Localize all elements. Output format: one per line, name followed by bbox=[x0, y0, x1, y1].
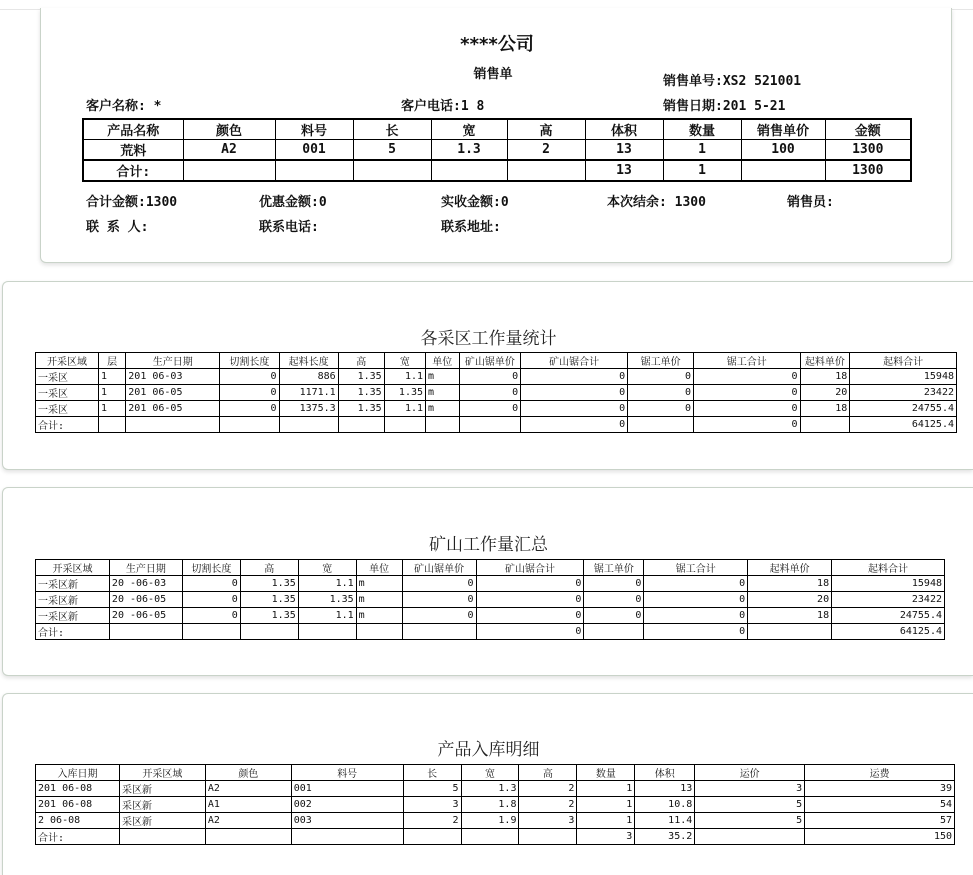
table-cell bbox=[182, 624, 240, 640]
column-header: 生产日期 bbox=[126, 353, 220, 369]
table-cell: 1 bbox=[98, 401, 125, 417]
table-cell: 1 bbox=[98, 385, 125, 401]
table-cell: 003 bbox=[291, 813, 403, 829]
table-cell: 1 bbox=[577, 813, 635, 829]
balance-amount: 本次结余: 1300 bbox=[607, 195, 706, 210]
table-cell: 采区新 bbox=[119, 797, 205, 813]
table-cell: 0 bbox=[694, 385, 801, 401]
table-cell bbox=[403, 829, 461, 845]
table-row bbox=[36, 592, 945, 608]
table-cell: 1.1 bbox=[384, 401, 425, 417]
table-cell bbox=[220, 417, 279, 433]
column-header: 运费 bbox=[805, 765, 955, 781]
table-cell: 201 06-03 bbox=[126, 369, 220, 385]
table-cell: 1.35 bbox=[338, 385, 384, 401]
table-cell: 20 bbox=[800, 385, 850, 401]
table-cell: 201 06-05 bbox=[126, 385, 220, 401]
report1-title: 各采区工作量统计 bbox=[420, 329, 557, 349]
company-name: ****公司 bbox=[460, 34, 534, 55]
table-cell: 1171.1 bbox=[279, 385, 338, 401]
product-inbound-card bbox=[2, 693, 973, 875]
table-cell: A2 bbox=[205, 781, 291, 797]
table-row bbox=[83, 140, 911, 161]
column-header: 锯工合计 bbox=[644, 560, 748, 576]
table-cell: 13 bbox=[635, 781, 695, 797]
table-cell bbox=[126, 417, 220, 433]
table-cell: 57 bbox=[805, 813, 955, 829]
table-cell: 23422 bbox=[832, 592, 945, 608]
table-cell: 0 bbox=[476, 576, 584, 592]
total-row bbox=[36, 829, 955, 845]
table-cell: 1.1 bbox=[298, 608, 356, 624]
table-cell: 5 bbox=[695, 797, 805, 813]
table-cell: 18 bbox=[748, 576, 832, 592]
table-cell: m bbox=[426, 401, 460, 417]
table-cell: 0 bbox=[644, 592, 748, 608]
table-cell bbox=[628, 417, 694, 433]
column-header: 锯工单价 bbox=[628, 353, 694, 369]
table-cell: 0 bbox=[644, 624, 748, 640]
table-cell bbox=[119, 829, 205, 845]
table-cell: 荒料 bbox=[83, 140, 183, 161]
table-cell: 100 bbox=[741, 140, 825, 161]
table-cell: 001 bbox=[291, 781, 403, 797]
column-header: 开采区域 bbox=[36, 560, 110, 576]
table-cell: 1.1 bbox=[384, 369, 425, 385]
table-cell: 2 06-08 bbox=[36, 813, 120, 829]
table-cell: 3 bbox=[577, 829, 635, 845]
table-cell bbox=[695, 829, 805, 845]
customer-phone: 客户电话:1 8 bbox=[401, 99, 485, 114]
table-cell: m bbox=[356, 592, 402, 608]
table-cell: 0 bbox=[694, 401, 801, 417]
column-header: 颜色 bbox=[205, 765, 291, 781]
table-cell: 10.8 bbox=[635, 797, 695, 813]
table-cell: 0 bbox=[584, 608, 644, 624]
column-header: 高 bbox=[338, 353, 384, 369]
column-header: 高 bbox=[507, 119, 585, 140]
mine-summary-card bbox=[2, 487, 973, 676]
table-cell: 3 bbox=[519, 813, 577, 829]
table-cell bbox=[402, 624, 476, 640]
table-cell: 0 bbox=[220, 385, 279, 401]
table-cell: 0 bbox=[182, 608, 240, 624]
table-cell: 0 bbox=[644, 608, 748, 624]
table-cell: 886 bbox=[279, 369, 338, 385]
table-cell: 0 bbox=[628, 369, 694, 385]
table-cell: 13 bbox=[585, 140, 663, 161]
sales-order-title: 销售单 bbox=[473, 67, 513, 82]
table-cell: 15948 bbox=[850, 369, 957, 385]
table-cell: 24755.4 bbox=[850, 401, 957, 417]
report3-title: 产品入库明细 bbox=[437, 740, 540, 760]
column-header: 矿山锯合计 bbox=[521, 353, 628, 369]
table-row bbox=[36, 781, 955, 797]
table-cell: 1.1 bbox=[298, 576, 356, 592]
table-cell: 002 bbox=[291, 797, 403, 813]
column-header: 料号 bbox=[275, 119, 353, 140]
contact-address: 联系地址: bbox=[441, 220, 501, 235]
table-row bbox=[36, 813, 955, 829]
table-cell bbox=[748, 624, 832, 640]
table-cell bbox=[459, 417, 521, 433]
column-header: 入库日期 bbox=[36, 765, 120, 781]
table-cell: 0 bbox=[521, 385, 628, 401]
table-cell: 001 bbox=[275, 140, 353, 161]
table-cell bbox=[507, 160, 585, 181]
order-number: 销售单号:XS2 521001 bbox=[663, 74, 802, 89]
table-cell: 1.35 bbox=[338, 401, 384, 417]
table-cell: 201 06-05 bbox=[126, 401, 220, 417]
table-row bbox=[36, 385, 957, 401]
column-header: 起料长度 bbox=[279, 353, 338, 369]
column-header: 起料单价 bbox=[800, 353, 850, 369]
column-header: 料号 bbox=[291, 765, 403, 781]
table-cell: 0 bbox=[628, 385, 694, 401]
table-cell: 2 bbox=[507, 140, 585, 161]
table-cell: 24755.4 bbox=[832, 608, 945, 624]
table-cell: m bbox=[426, 385, 460, 401]
table-cell bbox=[183, 160, 275, 181]
customer-name: 客户名称: * bbox=[86, 99, 162, 114]
table-cell: 一采区 bbox=[36, 385, 99, 401]
table-cell: 18 bbox=[800, 401, 850, 417]
table-cell: 15948 bbox=[832, 576, 945, 592]
report1-table bbox=[35, 352, 957, 433]
column-header: 起料合计 bbox=[850, 353, 957, 369]
table-cell: 1.35 bbox=[338, 369, 384, 385]
table-cell: 0 bbox=[694, 417, 801, 433]
table-cell: m bbox=[426, 369, 460, 385]
table-cell: 39 bbox=[805, 781, 955, 797]
column-header: 高 bbox=[240, 560, 298, 576]
table-cell: 0 bbox=[644, 576, 748, 592]
table-cell: 1.3 bbox=[461, 781, 519, 797]
table-cell: 20 -06-03 bbox=[109, 576, 182, 592]
received-amount: 实收金额:0 bbox=[441, 195, 509, 210]
table-cell: 1.35 bbox=[240, 608, 298, 624]
table-row bbox=[36, 401, 957, 417]
table-cell: 54 bbox=[805, 797, 955, 813]
table-cell: 1 bbox=[663, 160, 741, 181]
table-cell: 0 bbox=[584, 576, 644, 592]
table-cell: 3 bbox=[403, 797, 461, 813]
column-header: 锯工合计 bbox=[694, 353, 801, 369]
table-cell: 64125.4 bbox=[850, 417, 957, 433]
table-cell bbox=[356, 624, 402, 640]
table-cell: 一采区新 bbox=[36, 608, 110, 624]
table-cell: 1300 bbox=[825, 140, 911, 161]
column-header: 切割长度 bbox=[182, 560, 240, 576]
table-cell: 2 bbox=[519, 797, 577, 813]
column-header: 矿山锯合计 bbox=[476, 560, 584, 576]
column-header: 开采区域 bbox=[119, 765, 205, 781]
table-cell: 1.8 bbox=[461, 797, 519, 813]
table-cell: 64125.4 bbox=[832, 624, 945, 640]
table-cell: 0 bbox=[402, 608, 476, 624]
table-cell: m bbox=[356, 608, 402, 624]
column-header: 单位 bbox=[356, 560, 402, 576]
table-cell bbox=[519, 829, 577, 845]
table-cell: 合计: bbox=[36, 829, 120, 845]
table-cell: 23422 bbox=[850, 385, 957, 401]
table-cell bbox=[800, 417, 850, 433]
sales-table bbox=[82, 118, 912, 182]
table-row bbox=[36, 576, 945, 592]
table-cell: 150 bbox=[805, 829, 955, 845]
column-header: 体积 bbox=[635, 765, 695, 781]
column-header: 金额 bbox=[825, 119, 911, 140]
table-cell: A2 bbox=[183, 140, 275, 161]
table-cell: 一采区 bbox=[36, 369, 99, 385]
contact-phone: 联系电话: bbox=[259, 220, 319, 235]
salesperson: 销售员: bbox=[787, 195, 834, 210]
table-cell: A2 bbox=[205, 813, 291, 829]
column-header: 颜色 bbox=[183, 119, 275, 140]
table-cell: 0 bbox=[521, 417, 628, 433]
table-cell: 0 bbox=[402, 576, 476, 592]
table-cell bbox=[291, 829, 403, 845]
report3-header-row bbox=[36, 765, 955, 781]
table-cell: 1 bbox=[577, 781, 635, 797]
column-header: 宽 bbox=[431, 119, 507, 140]
table-cell bbox=[338, 417, 384, 433]
table-cell: 11.4 bbox=[635, 813, 695, 829]
table-cell: 1.35 bbox=[240, 592, 298, 608]
table-cell: 18 bbox=[748, 608, 832, 624]
table-cell bbox=[431, 160, 507, 181]
column-header: 高 bbox=[519, 765, 577, 781]
column-header: 起料合计 bbox=[832, 560, 945, 576]
sales-order-card bbox=[40, 8, 952, 263]
table-cell: 0 bbox=[459, 401, 521, 417]
column-header: 锯工单价 bbox=[584, 560, 644, 576]
table-cell bbox=[240, 624, 298, 640]
table-cell: 0 bbox=[459, 369, 521, 385]
table-cell: 18 bbox=[800, 369, 850, 385]
total-amount: 合计金额:1300 bbox=[86, 195, 178, 210]
table-cell: 0 bbox=[694, 369, 801, 385]
table-cell: 一采区新 bbox=[36, 592, 110, 608]
table-cell: 0 bbox=[476, 608, 584, 624]
table-cell: 3 bbox=[695, 781, 805, 797]
table-cell: 一采区 bbox=[36, 401, 99, 417]
discount-amount: 优惠金额:0 bbox=[259, 195, 327, 210]
table-row bbox=[36, 369, 957, 385]
total-row bbox=[36, 624, 945, 640]
column-header: 层 bbox=[98, 353, 125, 369]
table-cell: 5 bbox=[695, 813, 805, 829]
column-header: 开采区域 bbox=[36, 353, 99, 369]
total-row bbox=[36, 417, 957, 433]
table-cell: 1 bbox=[98, 369, 125, 385]
column-header: 起料单价 bbox=[748, 560, 832, 576]
table-cell: 1 bbox=[577, 797, 635, 813]
table-cell bbox=[279, 417, 338, 433]
table-cell bbox=[353, 160, 431, 181]
table-cell: 一采区新 bbox=[36, 576, 110, 592]
table-cell: 1375.3 bbox=[279, 401, 338, 417]
table-cell: 201 06-08 bbox=[36, 781, 120, 797]
table-cell: 0 bbox=[521, 369, 628, 385]
column-header: 产品名称 bbox=[83, 119, 183, 140]
table-cell bbox=[426, 417, 460, 433]
table-cell: 0 bbox=[220, 369, 279, 385]
table-cell bbox=[98, 417, 125, 433]
table-cell: 0 bbox=[182, 576, 240, 592]
table-cell bbox=[741, 160, 825, 181]
table-cell: 0 bbox=[220, 401, 279, 417]
table-cell bbox=[584, 624, 644, 640]
table-cell bbox=[109, 624, 182, 640]
table-cell: 20 -06-05 bbox=[109, 608, 182, 624]
table-cell bbox=[461, 829, 519, 845]
table-cell: A1 bbox=[205, 797, 291, 813]
table-cell: 201 06-08 bbox=[36, 797, 120, 813]
table-row bbox=[36, 608, 945, 624]
column-header: 数量 bbox=[663, 119, 741, 140]
table-cell: 0 bbox=[476, 592, 584, 608]
report1-header-row bbox=[36, 353, 957, 369]
column-header: 长 bbox=[353, 119, 431, 140]
table-cell: 20 bbox=[748, 592, 832, 608]
contact-person: 联 系 人: bbox=[86, 220, 149, 235]
table-cell: 采区新 bbox=[119, 781, 205, 797]
table-cell: 5 bbox=[403, 781, 461, 797]
table-cell: 1.35 bbox=[384, 385, 425, 401]
table-cell: 1 bbox=[663, 140, 741, 161]
table-cell: 0 bbox=[182, 592, 240, 608]
table-cell: 1.35 bbox=[298, 592, 356, 608]
column-header: 长 bbox=[403, 765, 461, 781]
table-cell: 1.9 bbox=[461, 813, 519, 829]
table-cell: 35.2 bbox=[635, 829, 695, 845]
table-cell bbox=[384, 417, 425, 433]
table-cell: 0 bbox=[628, 401, 694, 417]
table-cell: 0 bbox=[402, 592, 476, 608]
table-cell: 1.3 bbox=[431, 140, 507, 161]
column-header: 销售单价 bbox=[741, 119, 825, 140]
column-header: 矿山锯单价 bbox=[459, 353, 521, 369]
report2-title: 矿山工作量汇总 bbox=[429, 535, 548, 555]
table-cell: 合计: bbox=[83, 160, 183, 181]
report2-header-row bbox=[36, 560, 945, 576]
table-cell: 1.35 bbox=[240, 576, 298, 592]
table-cell: 0 bbox=[476, 624, 584, 640]
table-cell: 0 bbox=[584, 592, 644, 608]
table-cell: 20 -06-05 bbox=[109, 592, 182, 608]
column-header: 切割长度 bbox=[220, 353, 279, 369]
column-header: 宽 bbox=[384, 353, 425, 369]
table-cell: 2 bbox=[519, 781, 577, 797]
report3-table bbox=[35, 764, 955, 845]
table-cell: 13 bbox=[585, 160, 663, 181]
sales-header-row bbox=[83, 119, 911, 140]
table-row bbox=[36, 797, 955, 813]
total-row bbox=[83, 160, 911, 181]
table-cell bbox=[298, 624, 356, 640]
table-cell: 0 bbox=[521, 401, 628, 417]
column-header: 数量 bbox=[577, 765, 635, 781]
table-cell: m bbox=[356, 576, 402, 592]
column-header: 矿山锯单价 bbox=[402, 560, 476, 576]
table-cell: 5 bbox=[353, 140, 431, 161]
table-cell bbox=[205, 829, 291, 845]
table-cell bbox=[275, 160, 353, 181]
table-cell: 1300 bbox=[825, 160, 911, 181]
table-cell: 采区新 bbox=[119, 813, 205, 829]
table-cell: 合计: bbox=[36, 624, 110, 640]
column-header: 生产日期 bbox=[109, 560, 182, 576]
column-header: 单位 bbox=[426, 353, 460, 369]
table-cell: 0 bbox=[459, 385, 521, 401]
column-header: 宽 bbox=[461, 765, 519, 781]
table-cell: 合计: bbox=[36, 417, 99, 433]
column-header: 体积 bbox=[585, 119, 663, 140]
report2-table bbox=[35, 559, 945, 640]
mining-area-report-card bbox=[2, 281, 973, 470]
sales-date: 销售日期:201 5-21 bbox=[663, 99, 786, 114]
column-header: 运价 bbox=[695, 765, 805, 781]
column-header: 宽 bbox=[298, 560, 356, 576]
table-cell: 2 bbox=[403, 813, 461, 829]
